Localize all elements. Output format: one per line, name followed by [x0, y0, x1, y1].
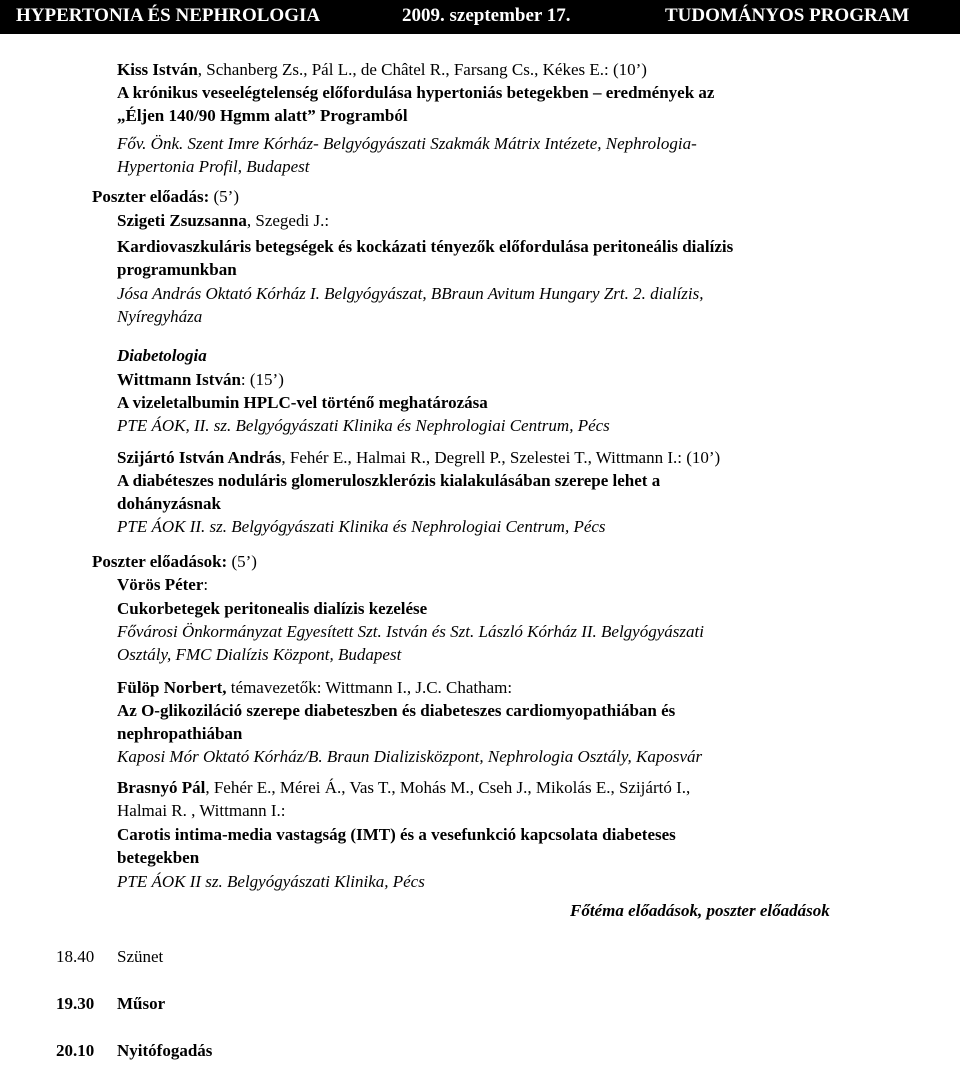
abstract-authors: Szijártó István András, Fehér E., Halmai R., Degrell P., Szelestei T., Wittmann I.: (10’)	[117, 448, 721, 467]
abstract-authors: Halmai R. , Wittmann I.:	[117, 801, 286, 820]
schedule-label: Szünet	[117, 947, 164, 966]
section-label: Poszter előadás: (5’)	[92, 187, 239, 206]
abstract-title: A krónikus veseelégtelenség előfordulása hypertoniás betegekben – eredmények az	[117, 83, 715, 102]
abstract-title: betegekben	[117, 848, 200, 867]
abstract-institution: PTE ÁOK II. sz. Belgyógyászati Klinika és Nephrologiai Centrum, Pécs	[117, 517, 606, 536]
abstract-title: A diabéteszes noduláris glomeruloszklerózis kialakulásában szerepe lehet a	[117, 471, 661, 490]
schedule-label: Nyitófogadás	[117, 1041, 213, 1060]
abstract-institution: Osztály, FMC Dialízis Központ, Budapest	[117, 645, 402, 664]
abstract-title: A vizeletalbumin HPLC-vel történő meghatározása	[117, 393, 488, 412]
abstract-institution: Fővárosi Önkormányzat Egyesített Szt. István és Szt. László Kórház II. Belgyógyászati	[117, 622, 704, 641]
schedule-time: 18.40	[56, 947, 95, 966]
abstract-title: „Éljen 140/90 Hgmm alatt” Programból	[117, 106, 408, 125]
header-journal: HYPERTONIA ÉS NEPHROLOGIA	[16, 5, 321, 26]
schedule-time: 19.30	[56, 994, 95, 1013]
schedule-label: Műsor	[117, 994, 166, 1013]
section-label: Poszter előadások: (5’)	[92, 552, 257, 571]
abstract-institution: Kaposi Mór Oktató Kórház/B. Braun Dializisközpont, Nephrologia Osztály, Kaposvár	[117, 747, 703, 766]
header-program: TUDOMÁNYOS PROGRAM	[665, 5, 910, 26]
abstract-institution: Hypertonia Profil, Budapest	[117, 157, 310, 176]
abstract-authors: Wittmann István: (15’)	[117, 370, 284, 389]
page-header	[0, 0, 960, 34]
abstract-title: dohányzásnak	[117, 494, 221, 513]
abstract-title: Kardiovaszkuláris betegségek és kockázati tényezők előfordulása peritoneális dialízis	[117, 237, 734, 256]
abstract-title: Cukorbetegek peritonealis dialízis kezelése	[117, 599, 428, 618]
footer-note: Főtéma előadások, poszter előadások	[570, 901, 830, 920]
abstract-authors: Vörös Péter:	[117, 575, 209, 594]
abstract-authors: Kiss István, Schanberg Zs., Pál L., de Châtel R., Farsang Cs., Kékes E.: (10’)	[117, 60, 647, 79]
section-heading: Diabetologia	[117, 346, 207, 365]
abstract-institution: Jósa András Oktató Kórház I. Belgyógyászat, BBraun Avitum Hungary Zrt. 2. dialízis,	[117, 284, 704, 303]
abstract-institution: PTE ÁOK, II. sz. Belgyógyászati Klinika és Nephrologiai Centrum, Pécs	[117, 416, 610, 435]
abstract-title: Az O-glikoziláció szerepe diabeteszben és diabeteszes cardiomyopathiában és	[117, 701, 676, 720]
schedule-time: 20.10	[56, 1041, 95, 1060]
header-date: 2009. szeptember 17.	[402, 5, 571, 26]
abstract-title: Carotis intima-media vastagság (IMT) és a vesefunkció kapcsolata diabeteses	[117, 825, 676, 844]
abstract-institution: Nyíregyháza	[117, 307, 203, 326]
abstract-authors: Fülöp Norbert, témavezetők: Wittmann I., J.C. Chatham:	[117, 678, 513, 697]
abstract-authors: Szigeti Zsuzsanna, Szegedi J.:	[117, 211, 330, 230]
abstract-title: programunkban	[117, 260, 237, 279]
abstract-authors: Brasnyó Pál, Fehér E., Mérei Á., Vas T., Mohás M., Cseh J., Mikolás E., Szijártó I.,	[117, 778, 691, 797]
abstract-institution: PTE ÁOK II sz. Belgyógyászati Klinika, Pécs	[117, 872, 425, 891]
abstract-title: nephropathiában	[117, 724, 243, 743]
abstract-institution: Főv. Önk. Szent Imre Kórház- Belgyógyászati Szakmák Mátrix Intézete, Nephrologia-	[117, 134, 697, 153]
